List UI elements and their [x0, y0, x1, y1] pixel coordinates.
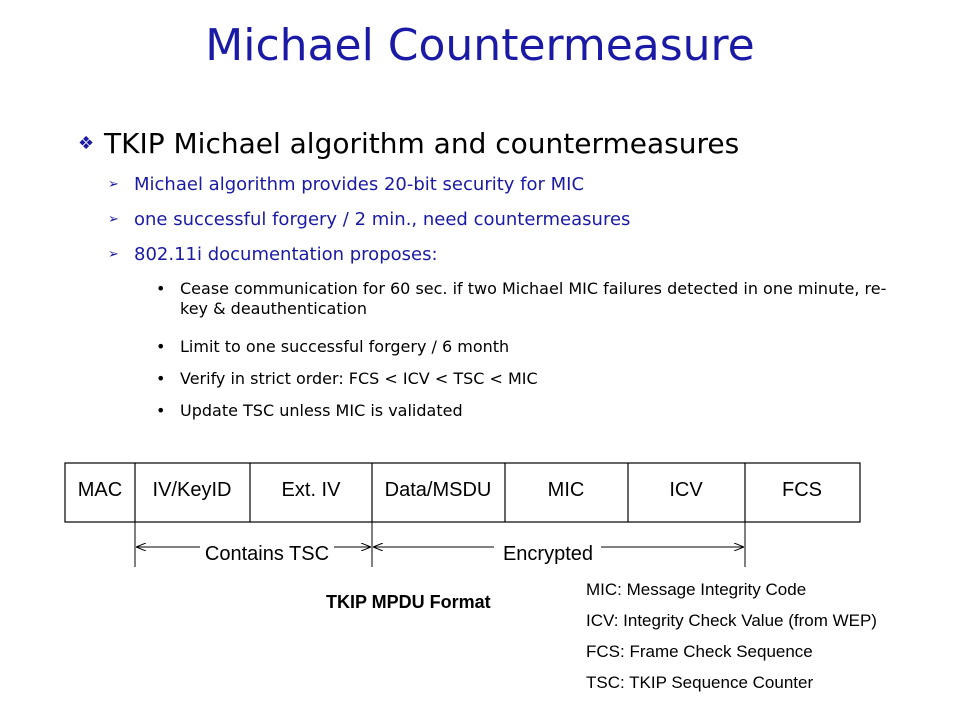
definition-item: ICV: Integrity Check Value (from WEP) [586, 611, 877, 630]
sub-bullet-text: one successful forgery / 2 min., need countermeasures [134, 209, 631, 230]
definition-item: MIC: Message Integrity Code [586, 580, 807, 599]
field-ext-iv: Ext. IV [281, 479, 341, 501]
contains-tsc-label: Contains TSC [204, 543, 330, 565]
dot-icon: • [156, 279, 166, 298]
dot-icon: • [156, 369, 166, 388]
sub-bullet-text: Michael algorithm provides 20-bit security for MIC [134, 174, 585, 195]
definition-item: TSC: TKIP Sequence Counter [586, 673, 814, 692]
proposal-text: Cease communication for 60 sec. if two Michael MIC failures detected in one minute, re-key & deauthentication [180, 279, 887, 318]
field-fcs: FCS [782, 479, 822, 501]
arrowhead-icon: ➢ [108, 212, 119, 227]
diamond-cluster-icon: ❖ [78, 133, 95, 154]
arrowhead-icon: ➢ [108, 177, 119, 192]
encrypted-label: Encrypted [502, 543, 594, 565]
sub-bullet-text: 802.11i documentation proposes: [134, 244, 438, 265]
dot-icon: • [156, 337, 166, 356]
definitions-list [586, 574, 877, 698]
slide-title: Michael Countermeasure [205, 20, 755, 71]
main-bullet-text: TKIP Michael algorithm and countermeasures [104, 127, 740, 160]
proposal-text: Limit to one successful forgery / 6 month [180, 337, 510, 356]
definition-item: FCS: Frame Check Sequence [586, 642, 813, 661]
format-caption: TKIP MPDU Format [326, 592, 491, 612]
field-mic: MIC [547, 479, 585, 501]
arrowhead-icon: ➢ [108, 247, 119, 262]
dot-icon: • [156, 401, 166, 420]
proposal-text: Verify in strict order: FCS < ICV < TSC < MIC [180, 369, 538, 388]
proposal-text: Update TSC unless MIC is validated [180, 401, 463, 420]
field-data-msdu: Data/MSDU [384, 479, 492, 501]
field-icv: ICV [669, 479, 703, 501]
field-iv-keyid: IV/KeyID [152, 479, 232, 501]
field-mac: MAC [77, 479, 123, 501]
